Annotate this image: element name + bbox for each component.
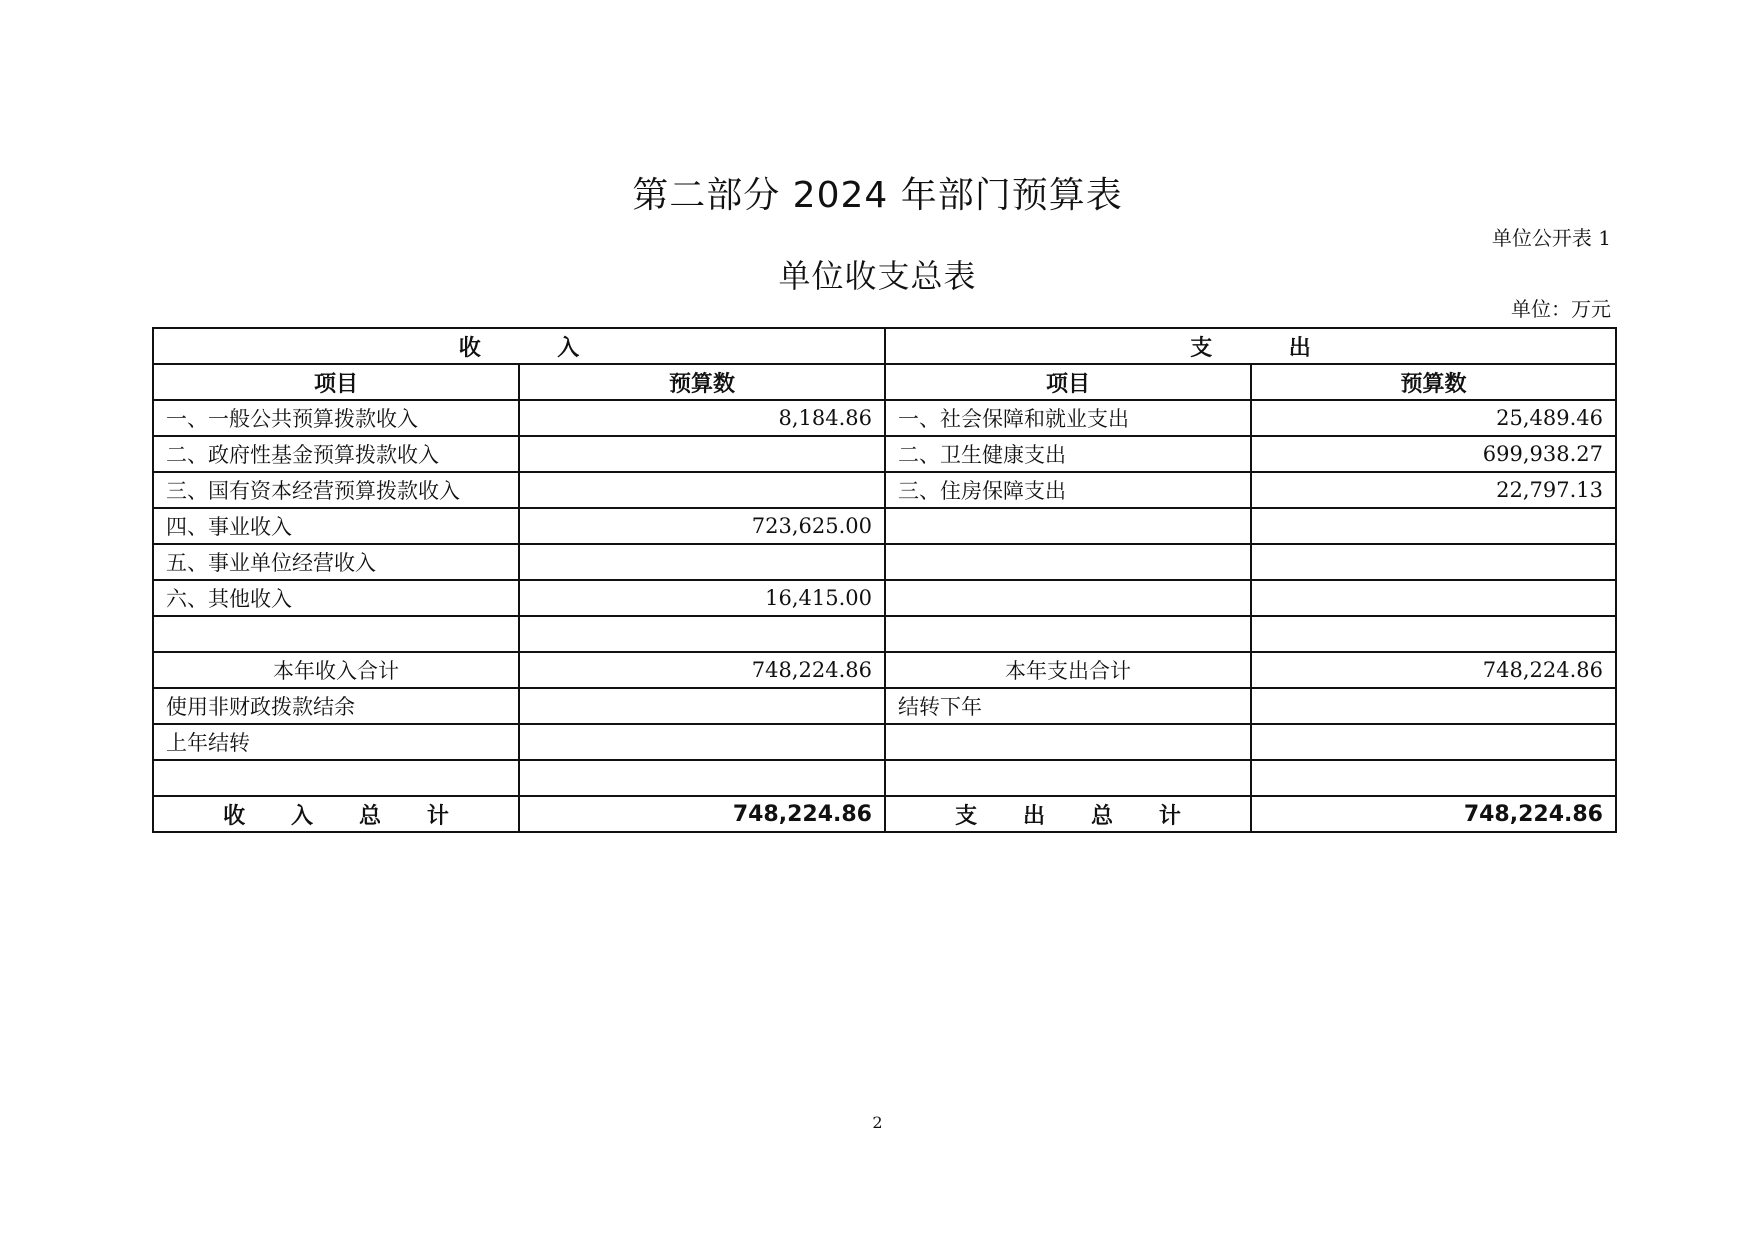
table-row	[153, 508, 1616, 544]
income-item-cell: 一、一般公共预算拨款收入	[153, 400, 519, 436]
income-subtotal-label: 本年收入合计	[153, 652, 519, 688]
expense-header: 支 出	[885, 328, 1616, 364]
income-item-column-header: 项目	[153, 364, 519, 400]
expense-subtotal-label: 本年支出合计	[885, 652, 1251, 688]
expense-value-cell	[1251, 760, 1616, 796]
expense-value-cell: 22,797.13	[1251, 472, 1616, 508]
expense-value-cell	[1251, 724, 1616, 760]
expense-item-cell	[885, 616, 1251, 652]
income-item-cell: 四、事业收入	[153, 508, 519, 544]
table-row	[153, 616, 1616, 652]
expense-budget-column-header: 预算数	[1251, 364, 1616, 400]
expense-value-cell	[1251, 616, 1616, 652]
grand-total-row	[153, 796, 1616, 832]
expense-subtotal-value: 748,224.86	[1251, 652, 1616, 688]
income-item-cell: 六、其他收入	[153, 580, 519, 616]
income-total-label: 收 入 总 计	[153, 796, 519, 832]
income-budget-column-header: 预算数	[519, 364, 885, 400]
table-row	[153, 472, 1616, 508]
table-row	[153, 688, 1616, 724]
table-row	[153, 724, 1616, 760]
expense-value-cell	[1251, 688, 1616, 724]
expense-item-cell	[885, 724, 1251, 760]
income-total-value: 748,224.86	[519, 796, 885, 832]
table-row	[153, 436, 1616, 472]
table-row	[153, 400, 1616, 436]
expense-item-cell: 结转下年	[885, 688, 1251, 724]
income-item-cell: 上年结转	[153, 724, 519, 760]
expense-item-cell	[885, 580, 1251, 616]
income-item-cell: 使用非财政拨款结余	[153, 688, 519, 724]
expense-item-cell	[885, 544, 1251, 580]
page-number: 2	[872, 1113, 883, 1132]
expense-value-cell: 699,938.27	[1251, 436, 1616, 472]
expense-item-cell: 一、社会保障和就业支出	[885, 400, 1251, 436]
expense-value-cell: 25,489.46	[1251, 400, 1616, 436]
unit-label: 单位：万元	[1511, 297, 1611, 321]
column-header-row	[153, 364, 1616, 400]
income-value-cell	[519, 472, 885, 508]
expense-total-label: 支 出 总 计	[885, 796, 1251, 832]
income-item-cell: 三、国有资本经营预算拨款收入	[153, 472, 519, 508]
income-subtotal-value: 748,224.86	[519, 652, 885, 688]
subtotal-row	[153, 652, 1616, 688]
income-value-cell	[519, 724, 885, 760]
expense-item-cell: 三、住房保障支出	[885, 472, 1251, 508]
expense-value-cell	[1251, 508, 1616, 544]
income-value-cell	[519, 616, 885, 652]
income-value-cell: 723,625.00	[519, 508, 885, 544]
expense-total-value: 748,224.86	[1251, 796, 1616, 832]
table-row	[153, 580, 1616, 616]
income-value-cell	[519, 760, 885, 796]
expense-value-cell	[1251, 580, 1616, 616]
table-code-label: 单位公开表 1	[1491, 226, 1611, 250]
table-row	[153, 544, 1616, 580]
expense-item-column-header: 项目	[885, 364, 1251, 400]
expense-item-cell	[885, 760, 1251, 796]
budget-summary-table	[152, 327, 1617, 833]
income-item-cell: 五、事业单位经营收入	[153, 544, 519, 580]
table-title: 单位收支总表	[778, 257, 977, 295]
income-item-cell: 二、政府性基金预算拨款收入	[153, 436, 519, 472]
income-item-cell	[153, 760, 519, 796]
income-value-cell: 16,415.00	[519, 580, 885, 616]
expense-item-cell: 二、卫生健康支出	[885, 436, 1251, 472]
income-value-cell: 8,184.86	[519, 400, 885, 436]
income-header: 收 入	[153, 328, 885, 364]
table-header-row	[153, 328, 1616, 364]
income-value-cell	[519, 436, 885, 472]
income-value-cell	[519, 688, 885, 724]
income-value-cell	[519, 544, 885, 580]
expense-item-cell	[885, 508, 1251, 544]
income-item-cell	[153, 616, 519, 652]
expense-value-cell	[1251, 544, 1616, 580]
page-title: 第二部分 2024 年部门预算表	[632, 175, 1123, 216]
table-row	[153, 760, 1616, 796]
